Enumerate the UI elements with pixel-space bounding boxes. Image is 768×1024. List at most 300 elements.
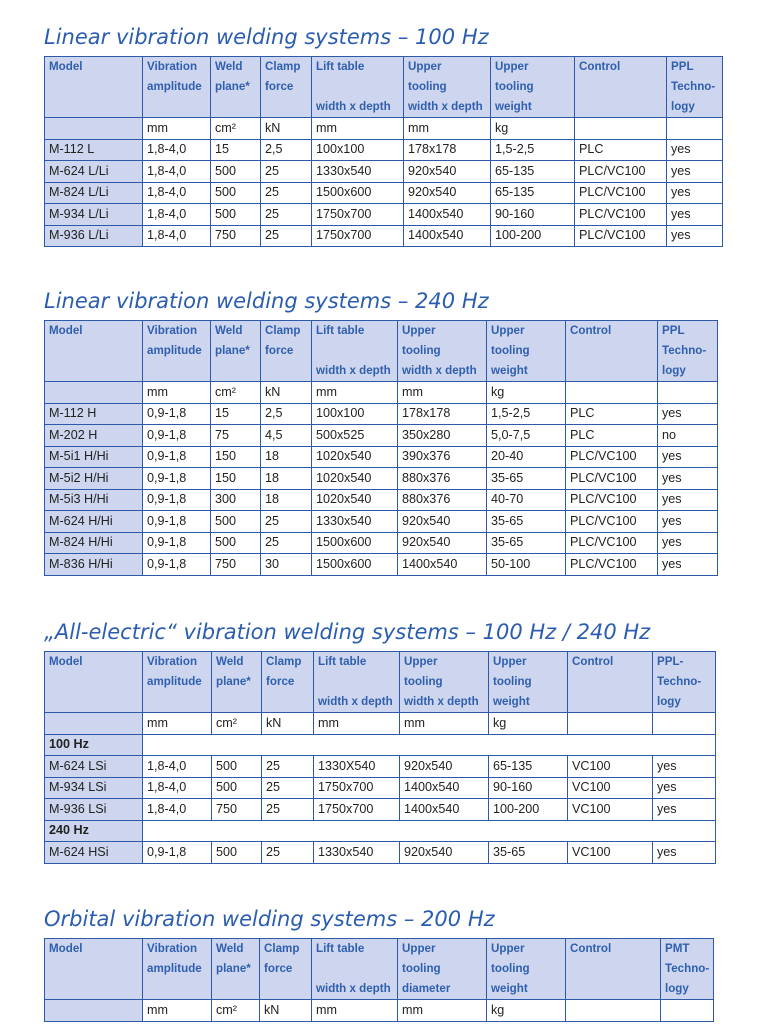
value-cell: 75 [211, 425, 261, 447]
value-cell: 25 [261, 511, 312, 533]
value-cell: yes [658, 511, 718, 533]
table-row [45, 842, 716, 864]
table-row [45, 182, 723, 204]
column-header-line: logy [657, 695, 681, 708]
value-cell: 0,9-1,8 [143, 468, 211, 490]
column-header-line: Weld [215, 60, 243, 73]
unit-cell: cm² [211, 118, 261, 140]
unit-cell: mm [398, 1000, 487, 1022]
table-row [45, 799, 716, 821]
column-header-line [316, 341, 397, 361]
value-cell: PLC/VC100 [575, 182, 667, 204]
unit-cell: cm² [212, 713, 262, 735]
column-header [653, 652, 716, 713]
value-cell: yes [658, 554, 718, 576]
value-cell: 18 [261, 446, 312, 468]
header-row [45, 939, 714, 1000]
column-header [45, 321, 143, 382]
unit-cell [667, 118, 723, 140]
header-row [45, 57, 723, 118]
column-header [575, 57, 667, 118]
model-cell: M-112 L [45, 139, 143, 161]
unit-cell: mm [312, 382, 398, 404]
unit-cell [566, 382, 658, 404]
value-cell: 1330x540 [312, 511, 398, 533]
table-row [45, 161, 723, 183]
column-header-line: diameter [402, 982, 451, 995]
value-cell: PLC/VC100 [566, 554, 658, 576]
value-cell: 500 [211, 182, 261, 204]
value-cell: 0,9-1,8 [143, 842, 212, 864]
column-header [211, 321, 261, 382]
value-cell: 1400x540 [404, 204, 491, 226]
value-cell: PLC/VC100 [575, 204, 667, 226]
spec-table [44, 651, 716, 864]
column-header-line: width x depth [316, 100, 391, 113]
value-cell: 500 [211, 161, 261, 183]
value-cell: 40-70 [487, 489, 566, 511]
value-cell: 35-65 [487, 532, 566, 554]
spec-table [44, 56, 723, 247]
column-header-line: Upper [493, 655, 527, 668]
unit-cell: cm² [212, 1000, 260, 1022]
column-header [211, 57, 261, 118]
value-cell: yes [667, 225, 723, 247]
unit-cell: kN [261, 382, 312, 404]
value-cell: 1020x540 [312, 446, 398, 468]
group-spacer [143, 734, 716, 756]
column-header-line: Weld [216, 655, 244, 668]
column-header [667, 57, 723, 118]
value-cell: 1,5-2,5 [491, 139, 575, 161]
value-cell: 0,9-1,8 [143, 532, 211, 554]
column-header [261, 321, 312, 382]
value-cell: 50-100 [487, 554, 566, 576]
unit-cell: mm [143, 382, 211, 404]
column-header-line: Model [49, 60, 83, 73]
column-header-line: plane* [215, 80, 250, 93]
column-header-line: logy [671, 100, 695, 113]
unit-cell: mm [312, 1000, 398, 1022]
value-cell: 920x540 [398, 532, 487, 554]
value-cell: 25 [261, 225, 312, 247]
value-cell: 65-135 [491, 182, 575, 204]
section-title: Orbital vibration welding systems – 200 Hz [44, 907, 495, 931]
value-cell: 1500x600 [312, 532, 398, 554]
model-cell: M-624 H/Hi [45, 511, 143, 533]
column-header-line: Lift table [318, 655, 367, 668]
value-cell: 18 [261, 468, 312, 490]
model-cell: M-824 H/Hi [45, 532, 143, 554]
table-row [45, 532, 718, 554]
column-header [661, 939, 714, 1000]
column-header [312, 57, 404, 118]
value-cell: VC100 [568, 756, 653, 778]
value-cell: 4,5 [261, 425, 312, 447]
value-cell: 2,5 [261, 403, 312, 425]
value-cell: yes [658, 446, 718, 468]
column-header-line: tooling [491, 962, 530, 975]
section-title: Linear vibration welding systems – 100 Hz [44, 25, 489, 49]
value-cell: PLC/VC100 [575, 161, 667, 183]
column-header-line: tooling [408, 80, 447, 93]
model-cell: M-934 LSi [45, 777, 143, 799]
value-cell: 880x376 [398, 489, 487, 511]
column-header-line: Clamp [265, 60, 301, 73]
column-header [45, 57, 143, 118]
value-cell: 1400x540 [404, 225, 491, 247]
column-header-line: plane* [216, 675, 251, 688]
table-row [45, 468, 718, 490]
header-row [45, 652, 716, 713]
column-header-line: width x depth [404, 695, 479, 708]
value-cell: 15 [211, 403, 261, 425]
value-cell: 500 [212, 777, 262, 799]
unit-cell: mm [404, 118, 491, 140]
section-title: „All-electric“ vibration welding systems – 100 Hz / 240 Hz [44, 620, 651, 644]
value-cell: 35-65 [489, 842, 568, 864]
value-cell: 920x540 [398, 511, 487, 533]
unit-cell [568, 713, 653, 735]
value-cell: 500 [211, 204, 261, 226]
value-cell: 90-160 [491, 204, 575, 226]
unit-cell [661, 1000, 714, 1022]
value-cell: 350x280 [398, 425, 487, 447]
value-cell: yes [667, 139, 723, 161]
value-cell: 25 [262, 842, 314, 864]
value-cell: 5,0-7,5 [487, 425, 566, 447]
group-label: 100 Hz [45, 734, 143, 756]
column-header-line: PPL [662, 324, 685, 337]
units-row [45, 118, 723, 140]
value-cell: PLC/VC100 [566, 532, 658, 554]
column-header-line: PMT [665, 942, 690, 955]
value-cell: 25 [261, 532, 312, 554]
column-header [566, 939, 661, 1000]
unit-cell [45, 713, 143, 735]
column-header-line: Upper [404, 655, 438, 668]
column-header-line: plane* [216, 962, 251, 975]
value-cell: VC100 [568, 799, 653, 821]
value-cell: 500 [212, 842, 262, 864]
value-cell: 25 [261, 161, 312, 183]
value-cell: 65-135 [491, 161, 575, 183]
value-cell: 0,9-1,8 [143, 554, 211, 576]
unit-cell: mm [314, 713, 400, 735]
value-cell: 500 [211, 532, 261, 554]
value-cell: 2,5 [261, 139, 312, 161]
value-cell: 100-200 [491, 225, 575, 247]
column-header-line: Techno- [662, 344, 707, 357]
value-cell: 1,8-4,0 [143, 225, 211, 247]
value-cell: 90-160 [489, 777, 568, 799]
column-header-line: PPL [671, 60, 694, 73]
header-row [45, 321, 718, 382]
column-header [143, 321, 211, 382]
column-header [143, 939, 212, 1000]
value-cell: 1,5-2,5 [487, 403, 566, 425]
column-header [212, 939, 260, 1000]
column-header-line: PPL- [657, 655, 684, 668]
section-title: Linear vibration welding systems – 240 Hz [44, 289, 489, 313]
value-cell: yes [667, 161, 723, 183]
column-header-line: weight [493, 695, 530, 708]
value-cell: 0,9-1,8 [143, 403, 211, 425]
column-header [312, 939, 398, 1000]
model-cell: M-5i1 H/Hi [45, 446, 143, 468]
column-header-line: Weld [215, 324, 243, 337]
model-cell: M-824 L/Li [45, 182, 143, 204]
value-cell: 300 [211, 489, 261, 511]
column-header [260, 939, 312, 1000]
value-cell: 750 [211, 554, 261, 576]
column-header [487, 321, 566, 382]
column-header-line: width x depth [316, 364, 391, 377]
value-cell: yes [667, 182, 723, 204]
column-header-line: force [265, 80, 294, 93]
value-cell: PLC/VC100 [566, 511, 658, 533]
column-header [489, 652, 568, 713]
value-cell: PLC/VC100 [575, 225, 667, 247]
value-cell: VC100 [568, 842, 653, 864]
table-row [45, 777, 716, 799]
column-header [312, 321, 398, 382]
value-cell: 0,9-1,8 [143, 489, 211, 511]
unit-cell [45, 1000, 143, 1022]
unit-cell [658, 382, 718, 404]
value-cell: no [658, 425, 718, 447]
model-cell: M-112 H [45, 403, 143, 425]
column-header-line: Control [570, 324, 612, 337]
unit-cell: cm² [211, 382, 261, 404]
value-cell: 35-65 [487, 468, 566, 490]
value-cell: 15 [211, 139, 261, 161]
column-header [400, 652, 489, 713]
column-header-line: logy [662, 364, 686, 377]
column-header-line: Control [579, 60, 621, 73]
model-cell: M-624 LSi [45, 756, 143, 778]
column-header-line: tooling [495, 80, 534, 93]
unit-cell: kN [260, 1000, 312, 1022]
column-header-line: Clamp [265, 324, 301, 337]
value-cell: 1,8-4,0 [143, 777, 212, 799]
value-cell: 1750x700 [312, 204, 404, 226]
value-cell: 1750x700 [314, 799, 400, 821]
model-cell: M-5i2 H/Hi [45, 468, 143, 490]
column-header-line: amplitude [147, 80, 202, 93]
value-cell: 1,8-4,0 [143, 204, 211, 226]
column-header-line: amplitude [147, 675, 202, 688]
value-cell: 1330X540 [314, 756, 400, 778]
value-cell: 178x178 [398, 403, 487, 425]
column-header-line: Model [49, 942, 83, 955]
table-row [45, 204, 723, 226]
model-cell: M-836 H/Hi [45, 554, 143, 576]
model-cell: M-624 HSi [45, 842, 143, 864]
value-cell: PLC/VC100 [566, 446, 658, 468]
value-cell: 1400x540 [400, 777, 489, 799]
column-header-line: width x depth [408, 100, 483, 113]
value-cell: 100-200 [489, 799, 568, 821]
column-header-line [318, 672, 399, 692]
unit-cell: mm [143, 713, 212, 735]
value-cell: 500 [211, 511, 261, 533]
column-header-line [316, 77, 403, 97]
value-cell: 18 [261, 489, 312, 511]
units-row [45, 713, 716, 735]
value-cell: yes [658, 489, 718, 511]
column-header-line: Vibration [147, 324, 198, 337]
column-header-line: Model [49, 324, 83, 337]
table-row [45, 425, 718, 447]
column-header-line: Model [49, 655, 83, 668]
table-row [45, 554, 718, 576]
unit-cell: kN [261, 118, 312, 140]
value-cell: 20-40 [487, 446, 566, 468]
value-cell: yes [658, 403, 718, 425]
units-row [45, 382, 718, 404]
value-cell: PLC [575, 139, 667, 161]
column-header [45, 652, 143, 713]
value-cell: PLC [566, 403, 658, 425]
column-header-line: Upper [491, 324, 525, 337]
column-header-line: weight [491, 364, 528, 377]
value-cell: 920x540 [400, 756, 489, 778]
value-cell: yes [653, 842, 716, 864]
column-header-line: Vibration [147, 942, 198, 955]
model-cell: M-5i3 H/Hi [45, 489, 143, 511]
column-header-line: tooling [402, 962, 441, 975]
column-header [491, 57, 575, 118]
column-header-line: width x depth [402, 364, 477, 377]
column-header-line: amplitude [147, 344, 202, 357]
value-cell: 0,9-1,8 [143, 446, 211, 468]
value-cell: yes [658, 468, 718, 490]
unit-cell: kg [487, 1000, 566, 1022]
model-cell: M-624 L/Li [45, 161, 143, 183]
unit-cell [575, 118, 667, 140]
column-header-line: Clamp [264, 942, 300, 955]
column-header-line: width x depth [318, 695, 393, 708]
column-header-line: plane* [215, 344, 250, 357]
units-row [45, 1000, 714, 1022]
value-cell: 1400x540 [398, 554, 487, 576]
value-cell: 1,8-4,0 [143, 756, 212, 778]
column-header-line: Techno- [671, 80, 716, 93]
column-header [143, 57, 211, 118]
value-cell: 100x100 [312, 403, 398, 425]
value-cell: 750 [212, 799, 262, 821]
column-header-line: tooling [402, 344, 441, 357]
column-header-line: tooling [404, 675, 443, 688]
column-header-line: width x depth [316, 982, 391, 995]
column-header-line: Upper [402, 942, 436, 955]
column-header-line: Lift table [316, 324, 365, 337]
table-row [45, 139, 723, 161]
value-cell: 150 [211, 446, 261, 468]
unit-cell [653, 713, 716, 735]
group-spacer [143, 820, 716, 842]
group-label: 240 Hz [45, 820, 143, 842]
spec-table [44, 320, 718, 576]
column-header-line: weight [491, 982, 528, 995]
column-header-line: tooling [491, 344, 530, 357]
column-header [45, 939, 143, 1000]
unit-cell: kN [262, 713, 314, 735]
column-header-line: Lift table [316, 60, 365, 73]
table-row [45, 403, 718, 425]
value-cell: PLC/VC100 [566, 468, 658, 490]
value-cell: 25 [261, 204, 312, 226]
model-cell: M-936 LSi [45, 799, 143, 821]
value-cell: PLC/VC100 [566, 489, 658, 511]
spec-table [44, 938, 714, 1022]
value-cell: 1330x540 [312, 161, 404, 183]
model-cell: M-934 L/Li [45, 204, 143, 226]
value-cell: VC100 [568, 777, 653, 799]
group-row [45, 734, 716, 756]
model-cell: M-936 L/Li [45, 225, 143, 247]
column-header-line: force [265, 344, 294, 357]
value-cell: 25 [261, 182, 312, 204]
column-header-line: tooling [493, 675, 532, 688]
value-cell: 1,8-4,0 [143, 139, 211, 161]
column-header-line: Vibration [147, 655, 198, 668]
column-header-line: Vibration [147, 60, 198, 73]
column-header-line: logy [665, 982, 689, 995]
table-row [45, 225, 723, 247]
value-cell: 65-135 [489, 756, 568, 778]
column-header-line: Upper [408, 60, 442, 73]
column-header [398, 939, 487, 1000]
column-header [212, 652, 262, 713]
unit-cell: kg [491, 118, 575, 140]
column-header-line: force [266, 675, 295, 688]
column-header [487, 939, 566, 1000]
value-cell: 1500x600 [312, 554, 398, 576]
value-cell: 35-65 [487, 511, 566, 533]
column-header [658, 321, 718, 382]
unit-cell: mm [312, 118, 404, 140]
unit-cell [566, 1000, 661, 1022]
value-cell: 1,8-4,0 [143, 161, 211, 183]
column-header [398, 321, 487, 382]
column-header [262, 652, 314, 713]
unit-cell: mm [143, 1000, 212, 1022]
unit-cell [45, 118, 143, 140]
column-header [143, 652, 212, 713]
table-row [45, 489, 718, 511]
value-cell: yes [653, 756, 716, 778]
value-cell: 30 [261, 554, 312, 576]
column-header-line: Techno- [665, 962, 710, 975]
value-cell: 1750x700 [312, 225, 404, 247]
value-cell: 500 [212, 756, 262, 778]
column-header-line: Upper [495, 60, 529, 73]
model-cell: M-202 H [45, 425, 143, 447]
value-cell: 1750x700 [314, 777, 400, 799]
table-row [45, 446, 718, 468]
value-cell: 1020x540 [312, 468, 398, 490]
value-cell: 1500x600 [312, 182, 404, 204]
value-cell: 25 [262, 777, 314, 799]
value-cell: 1330x540 [314, 842, 400, 864]
unit-cell: mm [398, 382, 487, 404]
value-cell: 0,9-1,8 [143, 511, 211, 533]
value-cell: 100x100 [312, 139, 404, 161]
value-cell: 1020x540 [312, 489, 398, 511]
unit-cell: kg [487, 382, 566, 404]
